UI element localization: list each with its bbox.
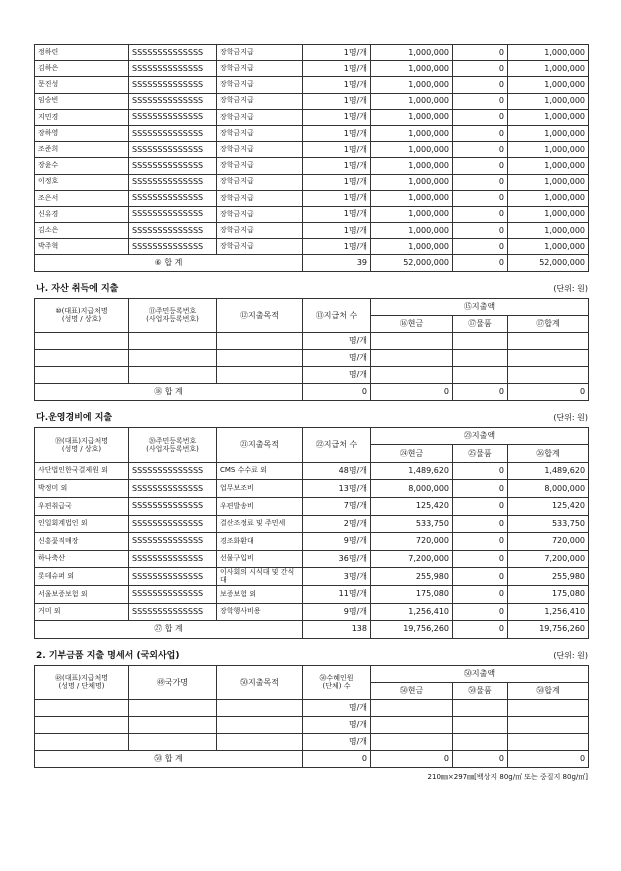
unit-cell: 명/개 (303, 716, 371, 733)
col-amount: ㊿지출액 (371, 665, 589, 682)
purpose-cell: 선물구입비 (217, 550, 303, 568)
table-row (35, 142, 589, 158)
count-cell: 1명/개 (303, 61, 371, 77)
col-recipient: ㊽(대표)지급처명 (성명 / 단체명) (35, 665, 129, 699)
purpose-cell: 장학금지급 (217, 206, 303, 222)
unit-cell: 명/개 (303, 733, 371, 750)
asset-table (34, 298, 589, 401)
purpose-cell: 우편발송비 (217, 498, 303, 516)
purpose-cell: 장학금지급 (217, 142, 303, 158)
unit-label: (단위: 원) (553, 412, 588, 422)
col-goods: ㊿물품 (453, 682, 508, 699)
col-country: ㊾국가명 (129, 665, 217, 699)
recipient-cell: 임승빈 (35, 93, 129, 109)
total-cell: 1,000,000 (508, 77, 589, 93)
count-cell: 1명/개 (303, 77, 371, 93)
total-cash: 0 (371, 750, 453, 767)
operating-table (34, 427, 589, 639)
table-row (35, 550, 589, 568)
table-total-row (35, 255, 589, 271)
recipient-cell: 사단법인한국결제원 외 (35, 462, 129, 480)
goods-cell: 0 (453, 109, 508, 125)
cash-cell: 1,000,000 (371, 142, 453, 158)
overseas-table (34, 665, 589, 768)
col-recipient: ⑲(대표)지급처명 (성명 / 상호) (35, 427, 129, 462)
table-row (35, 332, 589, 349)
table-row (35, 125, 589, 141)
recipient-cell: 서울보증보험 외 (35, 585, 129, 603)
cash-cell: 1,000,000 (371, 77, 453, 93)
count-cell: 1명/개 (303, 109, 371, 125)
table-row (35, 716, 589, 733)
goods-cell: 0 (453, 239, 508, 255)
table-row (35, 158, 589, 174)
cash-cell: 1,000,000 (371, 109, 453, 125)
count-cell: 1명/개 (303, 190, 371, 206)
total-cell: 1,489,620 (508, 462, 589, 480)
count-cell: 1명/개 (303, 206, 371, 222)
table-row (35, 733, 589, 750)
recipient-cell: 정하린 (35, 45, 129, 61)
regno-cell: SSSSSSSSSSSSSS (129, 93, 217, 109)
purpose-cell: 장학금지급 (217, 93, 303, 109)
recipient-cell: 이정호 (35, 174, 129, 190)
table-row (35, 533, 589, 551)
table-total-row (35, 383, 589, 400)
table-total-row (35, 750, 589, 767)
total-amount: 0 (508, 383, 589, 400)
total-count: 0 (303, 383, 371, 400)
table-row (35, 498, 589, 516)
table-row (35, 61, 589, 77)
total-cell: 1,000,000 (508, 61, 589, 77)
regno-cell: SSSSSSSSSSSSSS (129, 45, 217, 61)
total-cell: 1,000,000 (508, 142, 589, 158)
cash-cell: 255,980 (371, 568, 453, 586)
recipient-cell: 장윤수 (35, 158, 129, 174)
table-row (35, 93, 589, 109)
cash-cell: 1,000,000 (371, 125, 453, 141)
regno-cell: SSSSSSSSSSSSSS (129, 61, 217, 77)
table-row (35, 462, 589, 480)
table-row (35, 77, 589, 93)
regno-cell: SSSSSSSSSSSSSS (129, 480, 217, 498)
count-cell: 1명/개 (303, 239, 371, 255)
col-regno: ⑪주민등록번호 (사업자등록번호) (129, 298, 217, 332)
goods-cell: 0 (453, 480, 508, 498)
cash-cell: 125,420 (371, 498, 453, 516)
section-asset-header (34, 280, 588, 294)
document-page (34, 44, 588, 782)
total-cash: 19,756,260 (371, 621, 453, 639)
total-cell: 175,080 (508, 585, 589, 603)
cash-cell: 1,000,000 (371, 206, 453, 222)
purpose-cell: 장학금지급 (217, 174, 303, 190)
recipient-cell: 박주혁 (35, 239, 129, 255)
recipient-cell: 인일회계법인 외 (35, 515, 129, 533)
total-cell: 8,000,000 (508, 480, 589, 498)
cash-cell: 1,000,000 (371, 239, 453, 255)
section-operating-header (34, 409, 588, 423)
count-cell: 3명/개 (303, 568, 371, 586)
total-label: ⑱ 합 계 (35, 383, 303, 400)
col-amount: ⑮지출액 (371, 298, 589, 315)
col-goods: ㉕물품 (453, 445, 508, 463)
table-row (35, 480, 589, 498)
table-row (35, 699, 589, 716)
regno-cell: SSSSSSSSSSSSSS (129, 533, 217, 551)
regno-cell: SSSSSSSSSSSSSS (129, 223, 217, 239)
total-cell: 1,000,000 (508, 223, 589, 239)
total-label: ㉗ 합 계 (35, 621, 303, 639)
total-count: 39 (303, 255, 371, 271)
total-cell: 1,000,000 (508, 109, 589, 125)
purpose-cell: 업무보조비 (217, 480, 303, 498)
recipient-cell: 신유경 (35, 206, 129, 222)
total-cell: 1,256,410 (508, 603, 589, 621)
total-cell: 1,000,000 (508, 158, 589, 174)
total-label: ⑥ 합 계 (35, 255, 303, 271)
table-row (35, 568, 589, 586)
cash-cell: 7,200,000 (371, 550, 453, 568)
purpose-cell: 장학금지급 (217, 61, 303, 77)
recipient-cell: 롯데슈퍼 외 (35, 568, 129, 586)
purpose-cell: CMS 수수료 외 (217, 462, 303, 480)
cash-cell: 1,489,620 (371, 462, 453, 480)
count-cell: 9명/개 (303, 533, 371, 551)
goods-cell: 0 (453, 190, 508, 206)
total-cell: 1,000,000 (508, 206, 589, 222)
paper-spec-footer: 210㎜×297㎜[백상지 80g/㎡ 또는 중질지 80g/㎡] (427, 772, 588, 781)
unit-cell: 명/개 (303, 349, 371, 366)
total-goods: 0 (453, 750, 508, 767)
recipient-cell: 김소은 (35, 223, 129, 239)
count-cell: 1명/개 (303, 93, 371, 109)
purpose-cell: 장학금지급 (217, 77, 303, 93)
goods-cell: 0 (453, 45, 508, 61)
purpose-cell: 결산조정료 및 주민세 (217, 515, 303, 533)
table-row (35, 603, 589, 621)
unit-label: (단위: 원) (553, 650, 588, 660)
goods-cell: 0 (453, 61, 508, 77)
section-title: 다.운영경비에 지출 (36, 412, 113, 423)
table-row (35, 190, 589, 206)
total-cell: 720,000 (508, 533, 589, 551)
purpose-cell: 경조화환대 (217, 533, 303, 551)
recipient-cell: 조준희 (35, 142, 129, 158)
unit-label: (단위: 원) (553, 283, 588, 293)
count-cell: 7명/개 (303, 498, 371, 516)
regno-cell: SSSSSSSSSSSSSS (129, 239, 217, 255)
total-label: ㊿ 합 계 (35, 750, 303, 767)
col-purpose: ⑫지출목적 (217, 298, 303, 332)
regno-cell: SSSSSSSSSSSSSS (129, 158, 217, 174)
cash-cell: 1,000,000 (371, 45, 453, 61)
total-cell: 1,000,000 (508, 93, 589, 109)
regno-cell: SSSSSSSSSSSSSS (129, 77, 217, 93)
scholarship-table (34, 44, 589, 272)
count-cell: 1명/개 (303, 45, 371, 61)
recipient-cell: 조은서 (35, 190, 129, 206)
total-goods: 0 (453, 255, 508, 271)
purpose-cell: 장학금지급 (217, 45, 303, 61)
goods-cell: 0 (453, 515, 508, 533)
total-cell: 533,750 (508, 515, 589, 533)
total-amount: 0 (508, 750, 589, 767)
regno-cell: SSSSSSSSSSSSSS (129, 109, 217, 125)
section-overseas-header (34, 647, 588, 661)
table-row (35, 109, 589, 125)
goods-cell: 0 (453, 174, 508, 190)
goods-cell: 0 (453, 585, 508, 603)
col-regno: ⑳주민등록번호 (사업자등록번호) (129, 427, 217, 462)
goods-cell: 0 (453, 125, 508, 141)
col-total: ㉖합계 (508, 445, 589, 463)
goods-cell: 0 (453, 142, 508, 158)
cash-cell: 720,000 (371, 533, 453, 551)
goods-cell: 0 (453, 533, 508, 551)
unit-cell: 명/개 (303, 366, 371, 383)
total-cell: 1,000,000 (508, 45, 589, 61)
count-cell: 1명/개 (303, 174, 371, 190)
goods-cell: 0 (453, 550, 508, 568)
total-amount: 19,756,260 (508, 621, 589, 639)
total-cell: 1,000,000 (508, 174, 589, 190)
regno-cell: SSSSSSSSSSSSSS (129, 174, 217, 190)
cash-cell: 1,000,000 (371, 61, 453, 77)
total-cash: 0 (371, 383, 453, 400)
section-title: 나. 자산 취득에 지출 (36, 283, 119, 294)
total-goods: 0 (453, 383, 508, 400)
total-cell: 255,980 (508, 568, 589, 586)
table-row (35, 45, 589, 61)
goods-cell: 0 (453, 93, 508, 109)
col-count: ㉒지급처 수 (303, 427, 371, 462)
table-row (35, 174, 589, 190)
cash-cell: 1,000,000 (371, 93, 453, 109)
recipient-cell: 지민경 (35, 109, 129, 125)
count-cell: 1명/개 (303, 158, 371, 174)
goods-cell: 0 (453, 223, 508, 239)
total-count: 138 (303, 621, 371, 639)
table-row (35, 223, 589, 239)
count-cell: 2명/개 (303, 515, 371, 533)
recipient-cell: 우편취급국 (35, 498, 129, 516)
col-cash: ⑯현금 (371, 315, 453, 332)
cash-cell: 1,000,000 (371, 158, 453, 174)
regno-cell: SSSSSSSSSSSSSS (129, 603, 217, 621)
cash-cell: 533,750 (371, 515, 453, 533)
table-row (35, 366, 589, 383)
goods-cell: 0 (453, 568, 508, 586)
purpose-cell: 장학금지급 (217, 223, 303, 239)
purpose-cell: 장학금지급 (217, 158, 303, 174)
cash-cell: 175,080 (371, 585, 453, 603)
col-purpose: ㉑지출목적 (217, 427, 303, 462)
table-row (35, 515, 589, 533)
count-cell: 1명/개 (303, 142, 371, 158)
purpose-cell: 장학금지급 (217, 190, 303, 206)
count-cell: 9명/개 (303, 603, 371, 621)
regno-cell: SSSSSSSSSSSSSS (129, 568, 217, 586)
regno-cell: SSSSSSSSSSSSSS (129, 515, 217, 533)
regno-cell: SSSSSSSSSSSSSS (129, 462, 217, 480)
col-total: ㊿합계 (508, 682, 589, 699)
goods-cell: 0 (453, 603, 508, 621)
cash-cell: 1,000,000 (371, 174, 453, 190)
regno-cell: SSSSSSSSSSSSSS (129, 585, 217, 603)
recipient-cell: 김하은 (35, 61, 129, 77)
goods-cell: 0 (453, 158, 508, 174)
regno-cell: SSSSSSSSSSSSSS (129, 206, 217, 222)
count-cell: 13명/개 (303, 480, 371, 498)
count-cell: 1명/개 (303, 125, 371, 141)
col-goods: ⑰물품 (453, 315, 508, 332)
col-recipient: ⑩(대표)지급처명 (성명 / 상호) (35, 298, 129, 332)
purpose-cell: 장학금지급 (217, 125, 303, 141)
goods-cell: 0 (453, 77, 508, 93)
purpose-cell: 장학금지급 (217, 239, 303, 255)
cash-cell: 1,000,000 (371, 223, 453, 239)
table-row (35, 349, 589, 366)
total-amount: 52,000,000 (508, 255, 589, 271)
recipient-cell: 장하영 (35, 125, 129, 141)
total-cell: 1,000,000 (508, 125, 589, 141)
purpose-cell: 이사회의 시식대 및 간식대 (217, 568, 303, 586)
recipient-cell: 문진성 (35, 77, 129, 93)
total-cash: 52,000,000 (371, 255, 453, 271)
total-cell: 125,420 (508, 498, 589, 516)
recipient-cell: 거미 외 (35, 603, 129, 621)
regno-cell: SSSSSSSSSSSSSS (129, 190, 217, 206)
count-cell: 1명/개 (303, 223, 371, 239)
table-row (35, 206, 589, 222)
goods-cell: 0 (453, 498, 508, 516)
unit-cell: 명/개 (303, 332, 371, 349)
cash-cell: 1,256,410 (371, 603, 453, 621)
col-count: ⑬지급처 수 (303, 298, 371, 332)
total-goods: 0 (453, 621, 508, 639)
total-count: 0 (303, 750, 371, 767)
regno-cell: SSSSSSSSSSSSSS (129, 550, 217, 568)
regno-cell: SSSSSSSSSSSSSS (129, 498, 217, 516)
col-total: ⑰합계 (508, 315, 589, 332)
cash-cell: 1,000,000 (371, 190, 453, 206)
section-title: 2. 기부금품 지출 명세서 (국외사업) (36, 650, 180, 661)
purpose-cell: 보증보험 외 (217, 585, 303, 603)
table-row (35, 585, 589, 603)
recipient-cell: 신흥꽃직매장 (35, 533, 129, 551)
col-count: ㊿수혜인원 (단체) 수 (303, 665, 371, 699)
count-cell: 36명/개 (303, 550, 371, 568)
count-cell: 48명/개 (303, 462, 371, 480)
cash-cell: 8,000,000 (371, 480, 453, 498)
col-purpose: ㊿지출목적 (217, 665, 303, 699)
total-cell: 7,200,000 (508, 550, 589, 568)
count-cell: 11명/개 (303, 585, 371, 603)
total-cell: 1,000,000 (508, 239, 589, 255)
col-amount: ㉓지출액 (371, 427, 589, 445)
goods-cell: 0 (453, 206, 508, 222)
total-cell: 1,000,000 (508, 190, 589, 206)
purpose-cell: 장학금지급 (217, 109, 303, 125)
table-row (35, 239, 589, 255)
recipient-cell: 하나축산 (35, 550, 129, 568)
goods-cell: 0 (453, 462, 508, 480)
col-cash: ㊿현금 (371, 682, 453, 699)
col-cash: ㉔현금 (371, 445, 453, 463)
table-total-row (35, 621, 589, 639)
regno-cell: SSSSSSSSSSSSSS (129, 142, 217, 158)
recipient-cell: 박정미 외 (35, 480, 129, 498)
regno-cell: SSSSSSSSSSSSSS (129, 125, 217, 141)
purpose-cell: 장학행사비용 (217, 603, 303, 621)
unit-cell: 명/개 (303, 699, 371, 716)
